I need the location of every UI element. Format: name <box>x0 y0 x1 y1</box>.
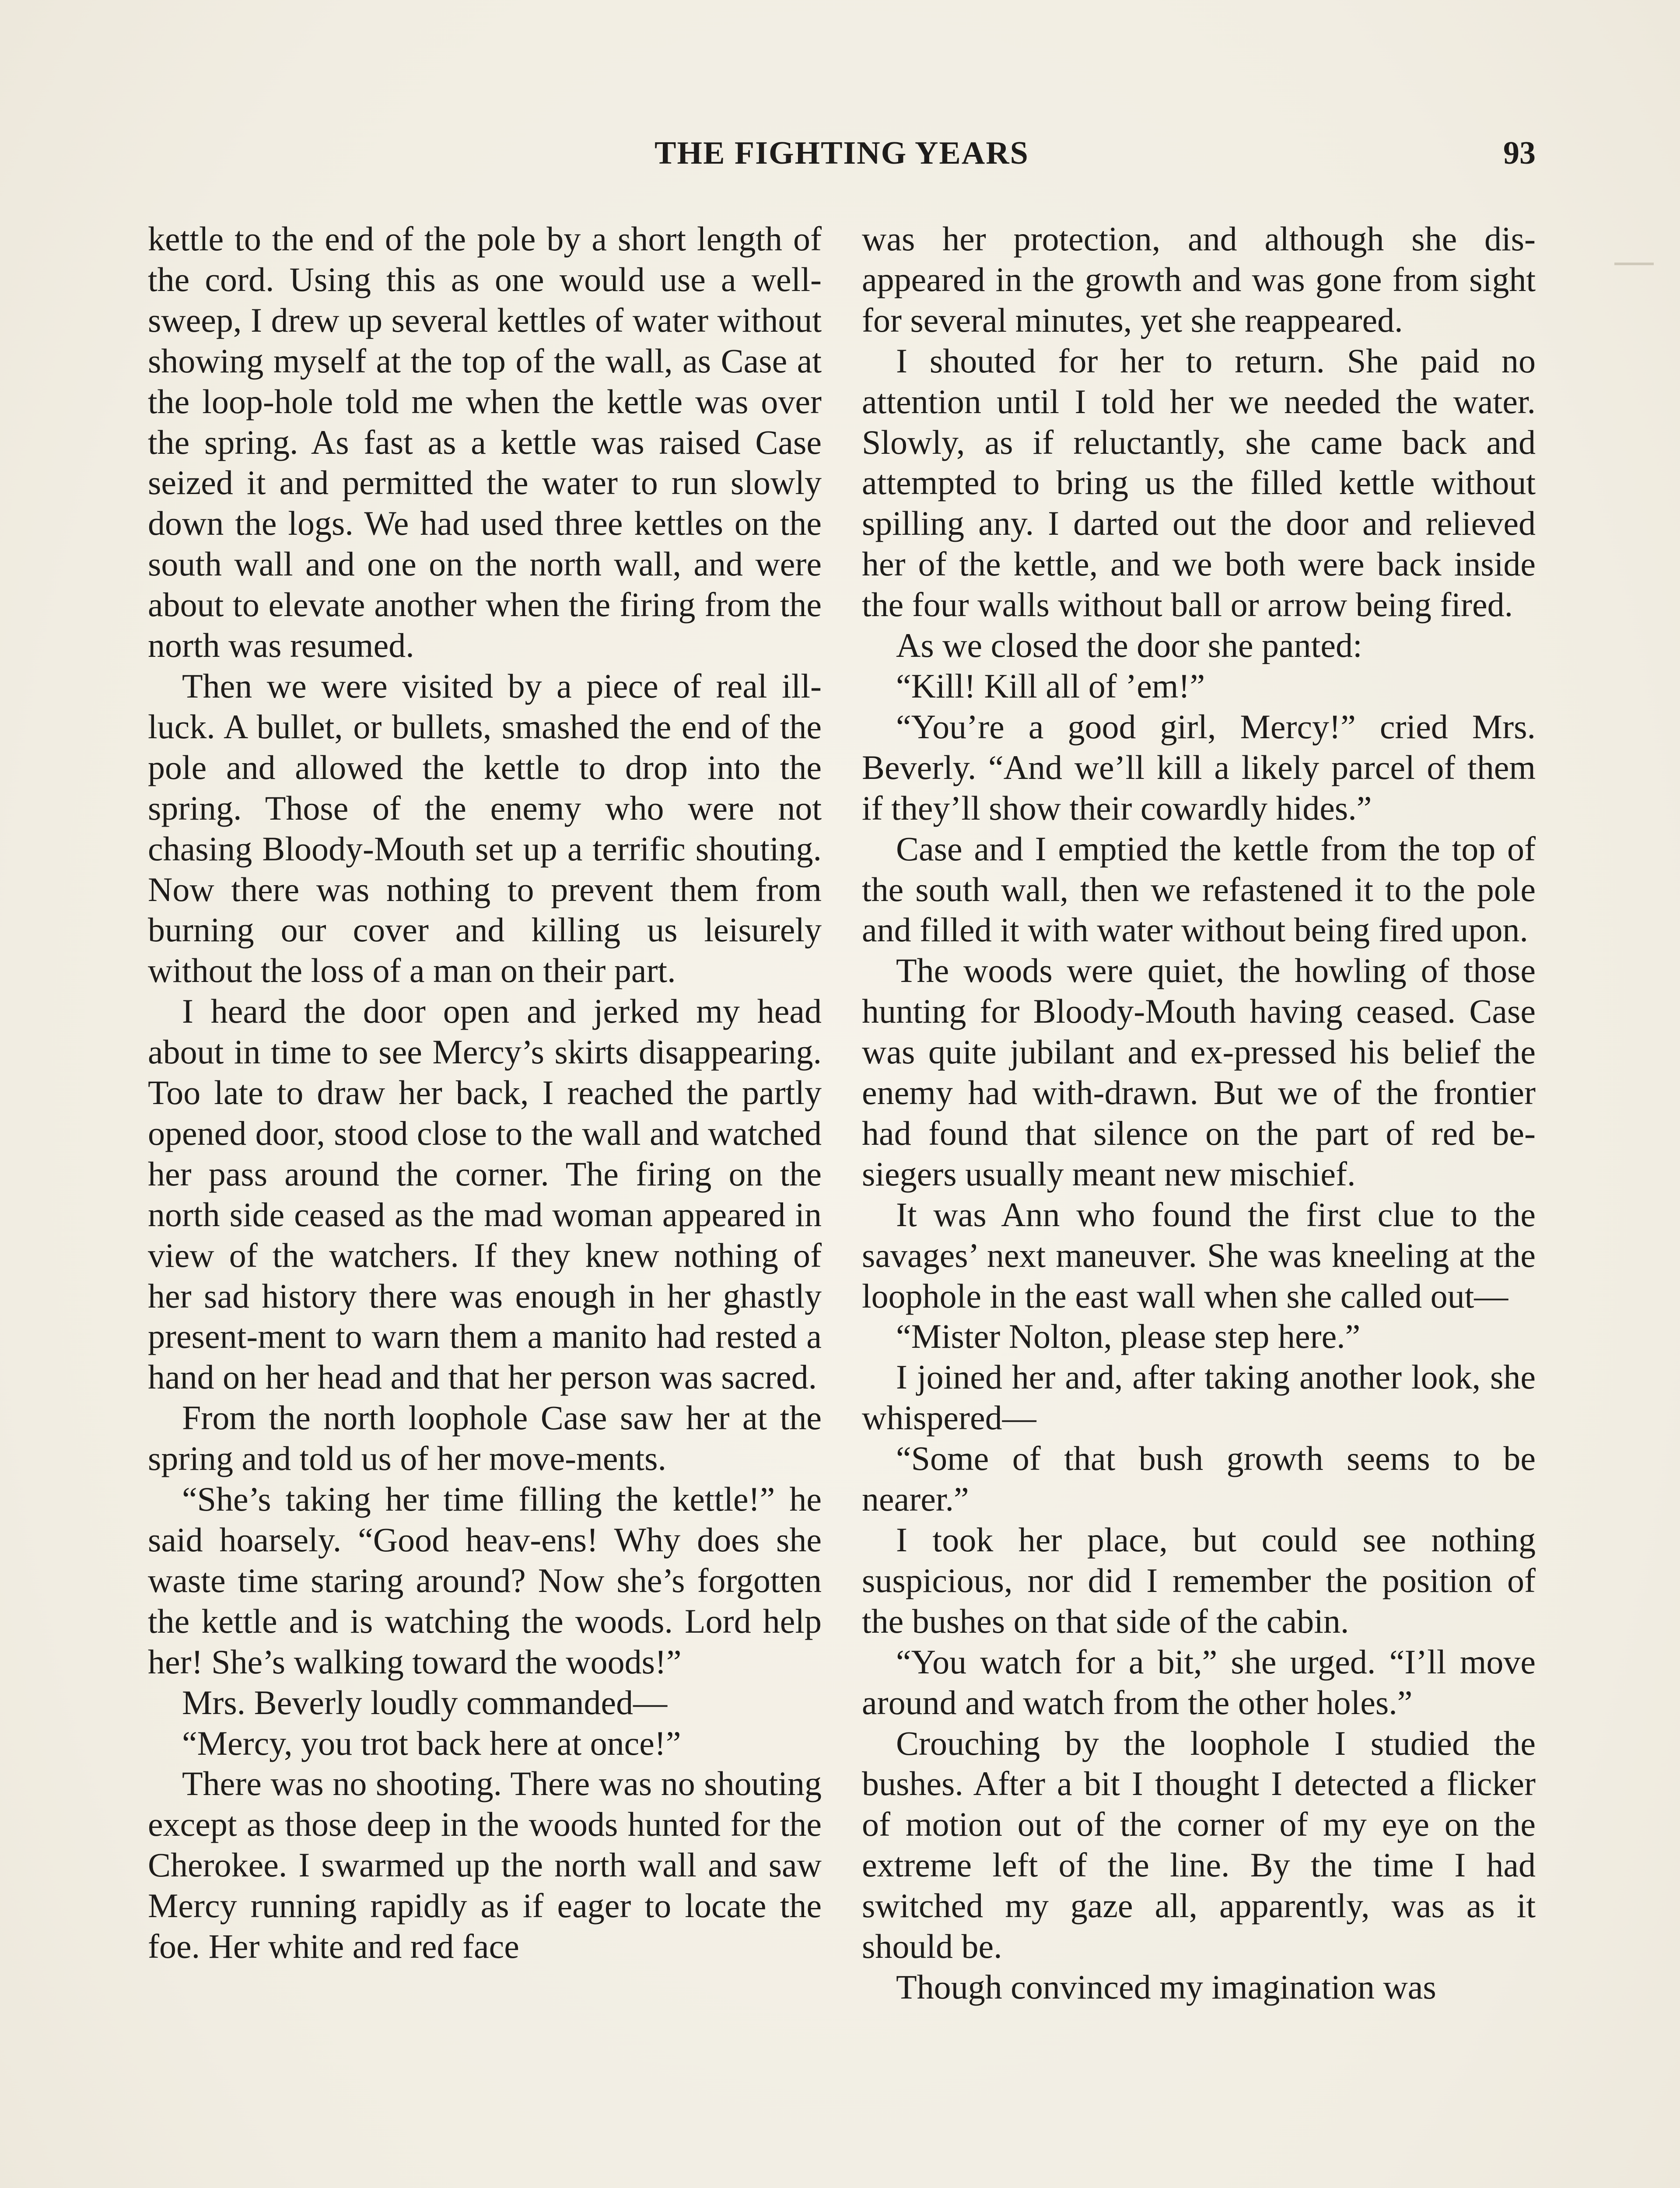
bleed-through-mark <box>1614 263 1654 265</box>
paragraph: Case and I emptied the kettle from the top of the south wall, then we refastened it to the pole and filled it with water without being fired upon. <box>862 829 1536 949</box>
page-header <box>148 127 1536 179</box>
paragraph: As we closed the door she panted: <box>896 626 1362 665</box>
paragraph: From the north loophole Case saw her at the spring and told us of her move-ments. <box>148 1399 822 1478</box>
paragraph: “You’re a good girl, Mercy!” cried Mrs. Beverly. “And we’ll kill a likely parcel of them if they’ll show their cowardly hides.” <box>862 707 1536 827</box>
paragraph: Though convinced my imagination was <box>896 1967 1436 2006</box>
left-column <box>148 219 822 1967</box>
right-column <box>862 219 1536 2008</box>
paragraph: I joined her and, after taking another look, she whispered— <box>862 1358 1536 1437</box>
paragraph: was her protection, and although she dis-appeared in the growth and was gone from sight for several minutes, yet she reappeared. <box>862 220 1536 339</box>
paragraph: I took her place, but could see nothing suspicious, nor did I remember the position of the bushes on that side of the cabin. <box>862 1521 1536 1640</box>
paragraph: There was no shooting. There was no shouting except as those deep in the woods hunted for the Cherokee. I swarmed up the north wall and saw Mercy running rapidly as if eager to locate the foe. Her white and red face <box>148 1764 822 1966</box>
paragraph: Then we were visited by a piece of real ill-luck. A bullet, or bullets, smashed the end of the pole and allowed the kettle to drop into the spring. Those of the enemy who were not chasing Bloody-Mouth set up a terrific shouting. Now there was nothing to prevent them from burning our cover and killing us leisurely without the loss of a man on their part. <box>148 666 822 990</box>
paragraph: I shouted for her to return. She paid no attention until I told her we needed the water. Slowly, as if reluctantly, she came back and attempted to bring us the filled kettle without spilling any. I darted out the door and relieved her of the kettle, and we both were back inside the four walls without ball or arrow being fired. <box>862 341 1536 624</box>
paragraph: Mrs. Beverly loudly commanded— <box>182 1683 668 1722</box>
paragraph: I heard the door open and jerked my head about in time to see Mercy’s skirts disappearing. Too late to draw her back, I reached the partly opened door, stood close to the wall and watched her pass around the corner. The firing on the north side ceased as the mad woman appeared in view of the watchers. If they knew nothing of her sad history there was enough in her ghastly present-ment to warn them a manito had rested a hand on her head and that her person was sacred. <box>148 992 822 1396</box>
page-number: 93 <box>1503 135 1536 171</box>
paragraph: kettle to the end of the pole by a short length of the cord. Using this as one would use a well-sweep, I drew up several kettles of water without showing myself at the top of the wall, as Case at the loop-hole told me when the kettle was over the spring. As fast as a kettle was raised Case seized it and permitted the water to run slowly down the logs. We had used three kettles on the south wall and one on the north wall, and were about to elevate another when the firing from the north was resumed. <box>148 220 822 665</box>
paragraph: “She’s taking her time filling the kettle!” he said hoarsely. “Good heav-ens! Why does she waste time staring around? Now she’s forgotten the kettle and is watching the woods. Lord help her! She’s walking toward the woods!” <box>148 1480 822 1681</box>
paragraph: “Some of that bush growth seems to be nearer.” <box>862 1439 1536 1518</box>
paragraph: Crouching by the loophole I studied the bushes. After a bit I thought I detected a flicker of motion out of the corner of my eye on the extreme left of the line. By the time I had switched my gaze all, apparently, was as it should be. <box>862 1724 1536 1966</box>
paragraph: The woods were quiet, the howling of those hunting for Bloody-Mouth having ceased. Case was quite jubilant and ex-pressed his belief the enemy had with-drawn. But we of the frontier had found that silence on the part of red be-siegers usually meant new mischief. <box>862 951 1536 1193</box>
paragraph: “Kill! Kill all of ’em!” <box>896 666 1205 705</box>
paragraph: It was Ann who found the first clue to the savages’ next maneuver. She was kneeling at the loophole in the east wall when she called out— <box>862 1195 1536 1315</box>
running-title: THE FIGHTING YEARS <box>654 135 1029 171</box>
paragraph: “Mercy, you trot back here at once!” <box>182 1724 681 1762</box>
paragraph: “You watch for a bit,” she urged. “I’ll move around and watch from the other holes.” <box>862 1642 1536 1722</box>
paragraph: “Mister Nolton, please step here.” <box>896 1317 1361 1356</box>
